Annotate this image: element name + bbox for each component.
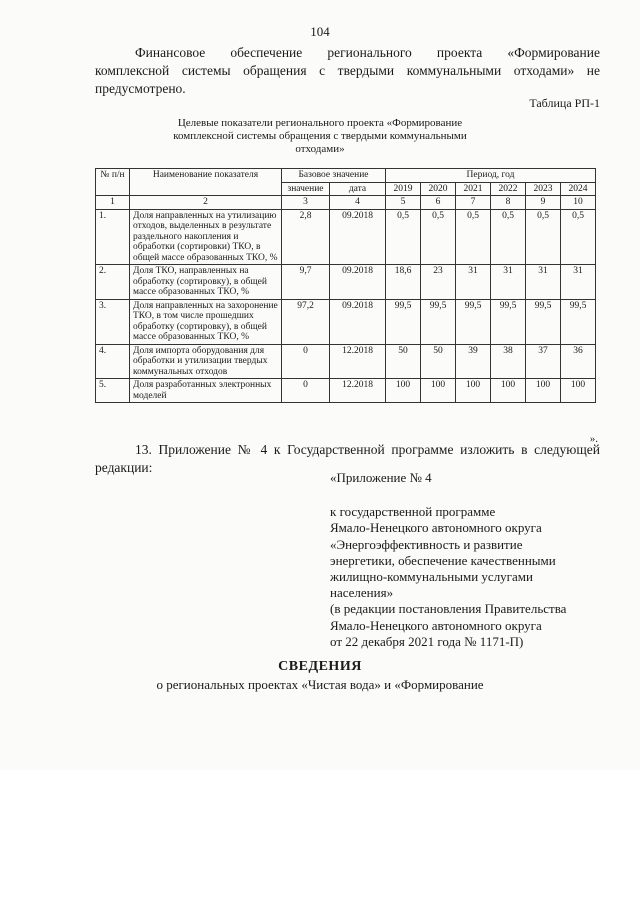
row-year-value: 99,5 (386, 299, 421, 344)
appendix-line: от 22 декабря 2021 года № 1171-П) (330, 633, 524, 649)
row-year-value: 38 (491, 344, 526, 379)
row-year-value: 31 (526, 265, 561, 300)
column-number: 3 (282, 196, 330, 210)
table-row (96, 209, 596, 265)
column-number: 2 (130, 196, 282, 210)
appendix-line: населения» (330, 585, 394, 601)
svedenia-subtitle: о региональных проектах «Чистая вода» и «Формирование (156, 677, 484, 692)
header-year: 2019 (386, 182, 421, 196)
row-year-value: 99,5 (561, 299, 596, 344)
row-num: 2. (96, 265, 130, 300)
appendix-line: энергетики, обеспечение качественными (330, 552, 556, 568)
header-name: Наименование показателя (130, 169, 282, 196)
row-year-value: 99,5 (421, 299, 456, 344)
column-number: 5 (386, 196, 421, 210)
column-number: 6 (421, 196, 456, 210)
table-row (96, 379, 596, 403)
row-num: 4. (96, 344, 130, 379)
appendix-line: Ямало-Ненецкого автономного округа (330, 520, 542, 536)
row-year-value: 50 (421, 344, 456, 379)
row-year-value: 100 (421, 379, 456, 403)
row-year-value: 99,5 (456, 299, 491, 344)
row-year-value: 0,5 (386, 209, 421, 265)
appendix-line: (в редакции постановления Правительства (330, 601, 567, 617)
header-year: 2024 (561, 182, 596, 196)
row-num: 3. (96, 299, 130, 344)
header-base-value: значение (282, 182, 330, 196)
row-year-value: 100 (491, 379, 526, 403)
header-year: 2020 (421, 182, 456, 196)
row-year-value: 100 (526, 379, 561, 403)
closing-quote: ». (589, 433, 598, 445)
row-year-value: 0,5 (421, 209, 456, 265)
row-base-date: 12.2018 (330, 344, 386, 379)
row-year-value: 0,5 (526, 209, 561, 265)
page-bottom-margin (0, 770, 640, 905)
table-caption: Целевые показатели регионального проекта «Формирование комплексной системы обращения с твердыми коммунальными отходами» (173, 117, 467, 155)
row-num: 5. (96, 379, 130, 403)
page-number: 104 (310, 24, 330, 39)
header-year: 2021 (456, 182, 491, 196)
appendix-header (330, 470, 610, 650)
row-year-value: 100 (386, 379, 421, 403)
row-base-value: 97,2 (282, 299, 330, 344)
header-base-date: дата (330, 182, 386, 196)
appendix-title: «Приложение № 4 (330, 470, 432, 485)
row-year-value: 39 (456, 344, 491, 379)
intro-line-3: предусмотрено. (95, 81, 186, 96)
appendix-line: к государственной программе (330, 504, 496, 520)
appendix-line: «Энергоэффективность и развитие (330, 536, 523, 552)
column-number: 9 (526, 196, 561, 210)
row-year-value: 31 (491, 265, 526, 300)
row-year-value: 0,5 (561, 209, 596, 265)
row-base-value: 0 (282, 344, 330, 379)
intro-line-1: Финансовое обеспечение регионального проекта «Формирование (135, 45, 600, 60)
header-year: 2023 (526, 182, 561, 196)
table-header-row-1 (96, 169, 596, 183)
row-year-value: 100 (456, 379, 491, 403)
row-name: Доля импорта оборудования для обработки и утилизации твердых коммунальных отходов (130, 344, 282, 379)
header-num: № п/н (96, 169, 130, 196)
paragraph-13-line-2: редакции: (95, 460, 153, 475)
row-name: Доля разработанных электронных моделей (130, 379, 282, 403)
row-name: Доля ТКО, направленных на обработку (сортировку), в общей массе образованных ТКО, % (130, 265, 282, 300)
row-year-value: 100 (561, 379, 596, 403)
table-label: Таблица РП-1 (529, 96, 600, 110)
appendix-line: жилищно-коммунальными услугами (330, 569, 533, 585)
appendix-line: Ямало-Ненецкого автономного округа (330, 617, 542, 633)
header-period: Период, год (386, 169, 596, 183)
row-name: Доля направленных на захоронение ТКО, в том числе прошедших обработку (сортировку), в общей массе образованных ТКО, % (130, 299, 282, 344)
row-num: 1. (96, 209, 130, 265)
column-number-row (96, 196, 596, 210)
column-number: 10 (561, 196, 596, 210)
intro-paragraph (95, 44, 600, 98)
header-base: Базовое значение (282, 169, 386, 183)
indicators-table (95, 168, 596, 403)
table-row (96, 344, 596, 379)
row-base-date: 09.2018 (330, 299, 386, 344)
row-year-value: 36 (561, 344, 596, 379)
row-base-value: 2,8 (282, 209, 330, 265)
row-year-value: 31 (561, 265, 596, 300)
row-year-value: 99,5 (491, 299, 526, 344)
column-number: 1 (96, 196, 130, 210)
row-name: Доля направленных на утилизацию отходов, выделенных в результате раздельного накопления и обработки (сортировки) ТКО, в общей массе образованных ТКО, % (130, 209, 282, 265)
row-base-date: 09.2018 (330, 265, 386, 300)
row-year-value: 18,6 (386, 265, 421, 300)
table-row (96, 299, 596, 344)
column-number: 8 (491, 196, 526, 210)
row-year-value: 37 (526, 344, 561, 379)
table-row (96, 265, 596, 300)
row-year-value: 31 (456, 265, 491, 300)
row-base-date: 09.2018 (330, 209, 386, 265)
row-base-date: 12.2018 (330, 379, 386, 403)
column-number: 7 (456, 196, 491, 210)
row-year-value: 0,5 (491, 209, 526, 265)
row-year-value: 50 (386, 344, 421, 379)
row-year-value: 0,5 (456, 209, 491, 265)
row-base-value: 9,7 (282, 265, 330, 300)
header-year: 2022 (491, 182, 526, 196)
row-year-value: 23 (421, 265, 456, 300)
row-base-value: 0 (282, 379, 330, 403)
column-number: 4 (330, 196, 386, 210)
svedenia-title: СВЕДЕНИЯ (278, 659, 362, 674)
intro-line-2: комплексной системы обращения с твердыми коммунальными отходами» не (95, 63, 600, 78)
paragraph-13-line-1: 13. Приложение № 4 к Государственной программе изложить в следующей (135, 442, 600, 457)
row-year-value: 99,5 (526, 299, 561, 344)
